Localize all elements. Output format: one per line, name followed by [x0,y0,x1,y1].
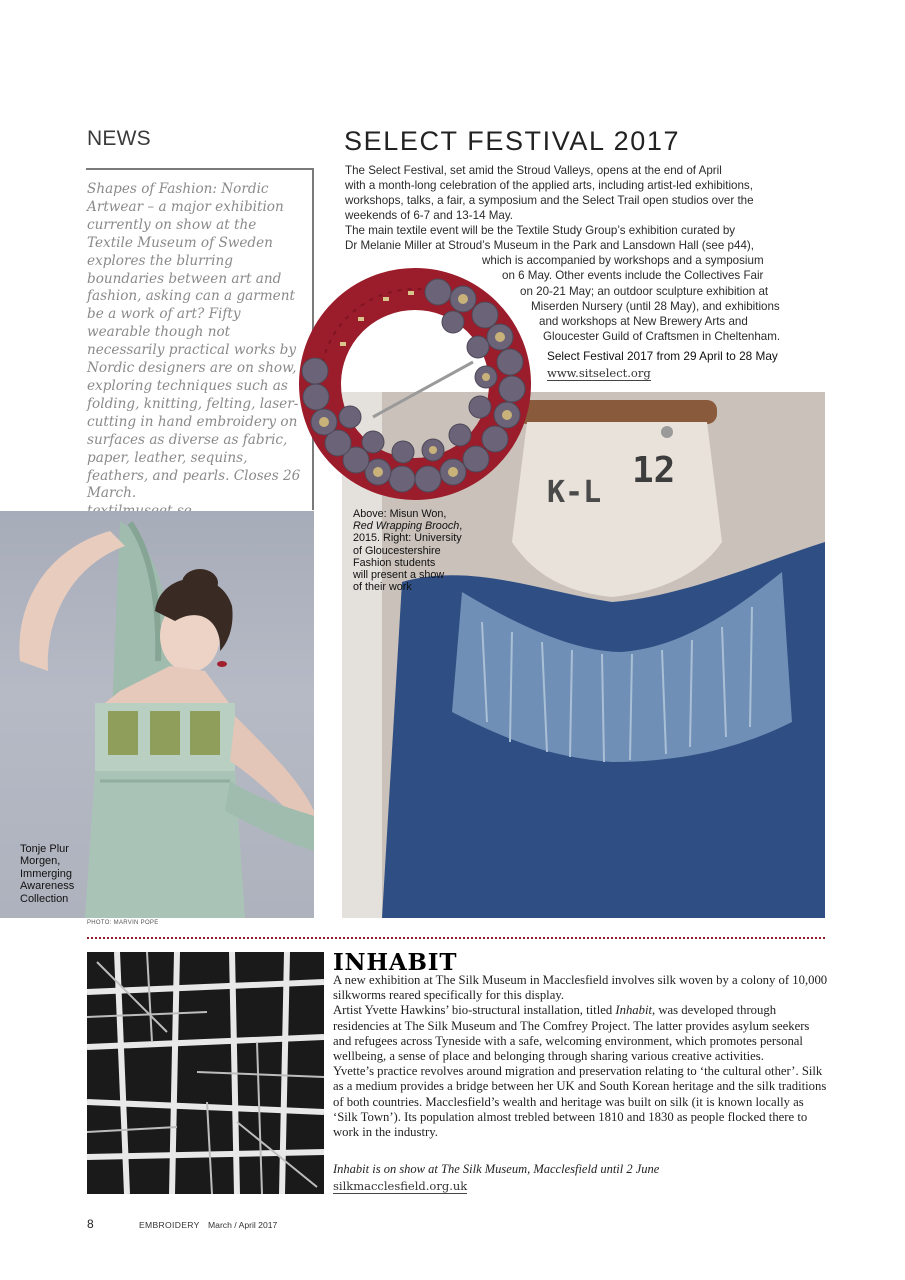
festival-text-line: The Select Festival, set amid the Stroud Valleys, opens at the end of April [345,164,722,177]
article-title-inhabit: INHABIT [333,949,458,976]
festival-text-line: workshops, talks, a fair, a symposium and the Select Trail open studios over the [345,194,754,207]
caption-line: Fashion students [353,556,436,569]
festival-text-line: The main textile event will be the Textile Study Group’s exhibition curated by [345,224,736,237]
caption-punct: , [459,520,463,533]
festival-text-line: on 6 May. Other events include the Collectives Fair [502,269,764,282]
inhabit-paragraph: Yvette’s practice revolves around migration and preservation relating to ‘the cultural other’. Silk as a medium provides a bridge between her UK and South Korean heritage and the silk traditions of both countries. Macclesfield’s wealth and heritage was built on silk (it is known locally as ‘Silk Town’). Its population almost trebled between 1810 and 1830 as people flocked there to work in the industry. [333,1064,827,1140]
caption-line: 2015. Right: University [353,532,462,545]
page-number: 8 [87,1217,94,1231]
photo-red-wrapping-brooch [288,267,543,502]
festival-text-line: Dr Melanie Miller at Stroud’s Museum in the Park and Lansdown Hall (see p44), [345,239,754,252]
caption-line: will present a show [353,569,445,582]
photo-silk-installation [87,952,324,1194]
festival-text-line: and workshops at New Brewery Arts and [539,315,748,328]
festival-dates: Select Festival 2017 from 29 April to 28 May [547,349,778,363]
section-divider [87,937,825,939]
issue-date-text: April 2017 [238,1220,278,1230]
article-title-select-festival: SELECT FESTIVAL 2017 [344,126,681,156]
festival-text-line: Miserden Nursery (until 28 May), and exhibitions [531,300,780,313]
inhabit-text: , was developed through residencies at The Silk Museum and The Comfrey Project. The latter provides asylum seekers and refugees across Tyneside with a safe, welcoming environment, which promotes personal wellbeing, a sense of place and belonging through sharing various creative activities. [333,1003,810,1064]
sidebar-article-text: Shapes of Fashion: Nordic Artwear – a major exhibition currently on show at the Textile Museum of Sweden explores the blurring boundaries between art and fashion, asking can a garment be a work of art? Fifty wearable though not necessarily practical works by Nordic designers are on show, exploring techniques such as folding, knitting, felting, laser-cutting in hand embroidery on surfaces as diverse as fabric, paper, leather, sequins, feathers, and pearls. Closes 26 March. [87,181,301,502]
photo-credit: PHOTO: MARVIN POPE [87,920,159,926]
silk-installation-illustration [87,952,324,1194]
caption-line: of their work [353,581,412,594]
festival-text-line: on 20-21 May; an outdoor sculpture exhibition at [520,285,769,298]
brooch-illustration [288,267,543,502]
inhabit-work-title: Inhabit [615,1003,653,1018]
festival-text-line: which is accompanied by workshops and a symposium [482,254,764,267]
caption-line: Tonje Plur [20,843,69,855]
sidebar-article [87,181,302,521]
inhabit-link[interactable]: silkmacclesfield.org.uk [333,1179,468,1193]
caption-line: Morgen, [20,855,61,868]
inhabit-paragraph [333,1003,828,1064]
caption-line: Above: Misun Won, [353,508,447,520]
caption-line: Awareness [20,880,75,893]
caption-above-brooch [353,508,462,593]
caption-work-title: Red Wrapping Brooch [353,520,460,533]
caption-line: Collection [20,892,69,905]
inhabit-show-note: Inhabit is on show at The Silk Museum, Macclesfield until 2 June [333,1162,660,1176]
section-label-news: NEWS [87,127,151,150]
festival-text-line: with a month-long celebration of the applied arts, including artist-led exhibitions, [345,179,753,192]
festival-link[interactable]: www.sitselect.org [547,366,651,380]
caption-line: Immerging [20,867,72,880]
svg-text:K-L: K-L [547,475,602,510]
caption-left-photo [20,843,74,905]
inhabit-body [333,973,828,1140]
inhabit-paragraph: A new exhibition at The Silk Museum in Macclesfield involves silk woven by a colony of 10,000 silkworms reared specifically for this display. [333,973,828,1003]
festival-text-line: Gloucester Guild of Craftsmen in Cheltenham. [543,330,781,343]
caption-line: of Gloucestershire [353,544,441,557]
inhabit-text: Artist Yvette Hawkins’ bio-structural installation, titled [333,1003,616,1018]
festival-text-line: weekends of 6-7 and 13-14 May. [345,209,513,222]
svg-text:12: 12 [632,450,676,491]
magazine-name: EMBROIDERY [139,1220,200,1230]
issue-month: March [208,1220,232,1230]
issue-separator: / [234,1220,237,1230]
issue-date [208,1220,277,1230]
